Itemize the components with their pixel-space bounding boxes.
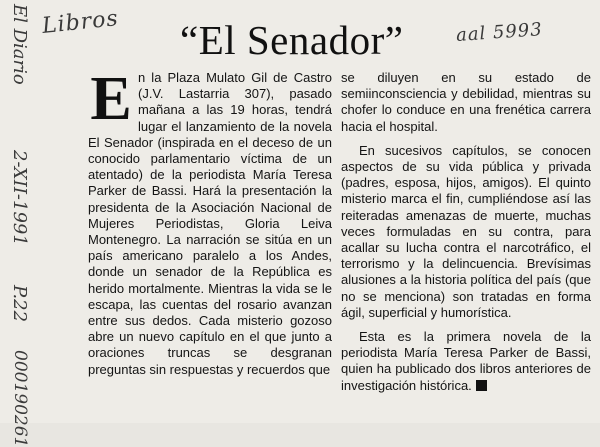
- paragraph-1: n la Plaza Mulato Gil de Castro (J.V. Lastarria 307), pasado mañana a las 19 horas, tendrá lugar el lanzamiento de la novela El Senador (inspirada en el deceso de un conocido parlamentario víctima de un atentado) de la periodista María Teresa Parker de Bassi. Hará la presentación la presidenta de la Asociación Nacional de Mujeres Periodistas, Gloria Leiva Montenegro. La narración se sitúa en un país americano paralelo a los Andes, donde un senador de la República es herido mortalmente. Mientras la vida se le escapa, las cuentas del rosario avanzan entre sus dedos. Cada misterio gozoso abre un nuevo capítulo en el que junto a oraciones truncas se desgranan preguntas sin respuestas y recuerdos que: [88, 70, 332, 377]
- paragraph-4-text: Esta es la primera novela de la periodista María Teresa Parker de Bassi, quien ha publicado dos libros anteriores de investigación histórica.: [341, 329, 591, 393]
- article-column-right: [341, 70, 591, 394]
- end-of-article-mark: [476, 380, 487, 391]
- paragraph-3: En sucesivos capítulos, se conocen aspectos de su vida pública y privada (padres, esposa, hijos, amigos). El quinto misterio marca el fin, cumpliéndose así las reiteradas amenazas de muerte, muchas veces formuladas en su contra, para acallar su lucha contra el narcotráfico, el terrorismo y la delincuencia. Brevísimas alusiones a la historia política del país (que no se menciona) son tratadas en forma ágil, superficial y humorística.: [341, 142, 591, 320]
- article-title: “El Senador”: [180, 17, 404, 63]
- article-body: [88, 65, 595, 418]
- handwritten-reference-note: aal 5993: [455, 18, 544, 47]
- handwritten-source-note: El Diario: [9, 4, 30, 85]
- handwritten-page-note: P.22: [9, 285, 30, 323]
- drop-cap: E: [90, 65, 132, 133]
- handwritten-catalog-code: 000190261: [10, 350, 30, 447]
- handwritten-section-note: Libros: [40, 6, 120, 39]
- paragraph-4: [341, 329, 591, 394]
- article-column-left: [88, 65, 332, 378]
- handwritten-date-note: 2-XII-1991: [9, 150, 30, 246]
- paragraph-2: se diluyen en su estado de semiinconsciencia y debilidad, mientras su chofer lo conduce en una frenética carrera hacia el hospital.: [341, 70, 591, 134]
